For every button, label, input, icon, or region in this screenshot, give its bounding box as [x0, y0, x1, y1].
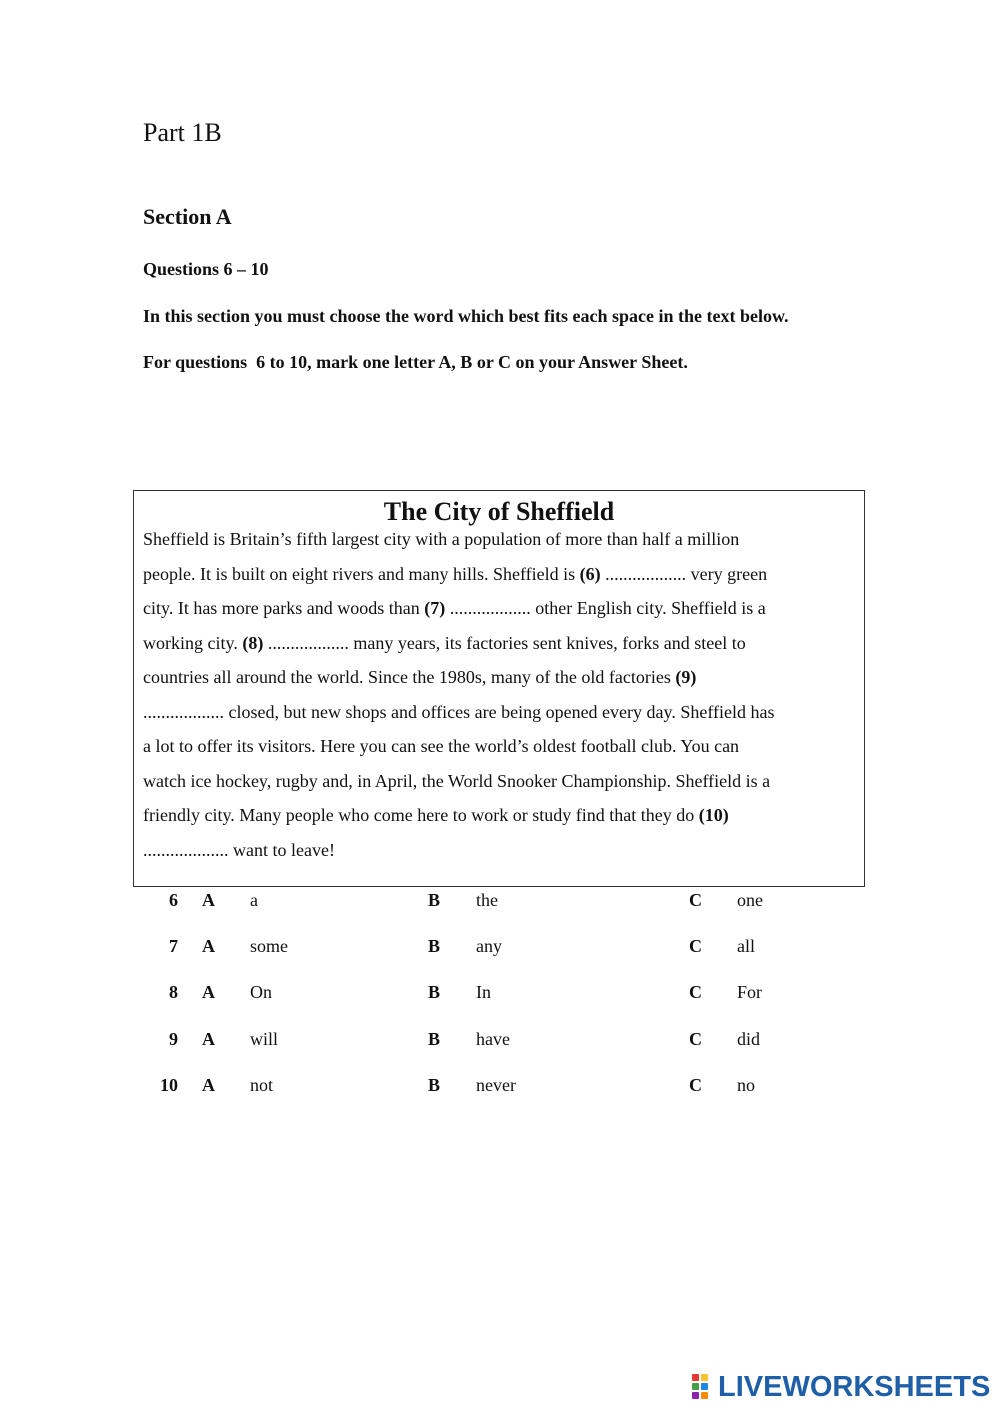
option-b-word: In — [476, 982, 491, 1002]
passage-line-text: ................... want to leave! — [143, 840, 335, 860]
question-number: 8 — [169, 982, 178, 1002]
passage-line — [143, 736, 739, 757]
passage-line — [143, 667, 696, 688]
passage-line — [143, 633, 746, 654]
answer-instruction-text: For questions 6 to 10, mark one letter A, B or C on your Answer Sheet. — [143, 352, 688, 372]
instruction-text: In this section you must choose the word which best fits each space in the text below. — [143, 306, 789, 326]
passage-line — [143, 702, 775, 723]
option-letter-a: A — [202, 1075, 215, 1095]
gap-number: (6) — [579, 564, 601, 584]
passage-line — [143, 840, 335, 861]
reading-passage-box — [133, 490, 865, 887]
gap-number: (10) — [698, 805, 729, 825]
option-letter-c: C — [689, 1075, 702, 1095]
logo-text: LIVEWORKSHEETS — [718, 1371, 991, 1403]
passage-line-text: .................. many years, its factories sent knives, forks and steel to — [263, 633, 746, 653]
passage-line-text: .................. other English city. Sheffield is a — [445, 598, 766, 618]
option-a-word: some — [250, 936, 288, 956]
passage-line — [143, 529, 739, 550]
option-letter-c: C — [689, 982, 702, 1002]
question-number: 10 — [160, 1075, 178, 1095]
option-letter-b: B — [428, 1029, 441, 1049]
option-b-word: never — [476, 1075, 516, 1095]
option-c-word: For — [737, 982, 763, 1002]
option-c-word: did — [737, 1029, 761, 1049]
passage-line-text: working city. — [143, 633, 243, 653]
option-a-word: not — [250, 1075, 274, 1095]
option-letter-b: B — [428, 936, 441, 956]
option-letter-a: A — [202, 982, 215, 1002]
question-number: 9 — [169, 1029, 178, 1049]
option-a-word: a — [250, 890, 258, 910]
logo-square — [701, 1392, 708, 1399]
option-letter-c: C — [689, 1029, 702, 1049]
option-b-word: the — [476, 890, 498, 910]
passage-line-text: a lot to offer its visitors. Here you can see the world’s oldest football club. You can — [143, 736, 740, 756]
passage-line-text: friendly city. Many people who come here to work or study find that they do — [143, 805, 699, 825]
passage-line — [143, 771, 770, 792]
passage-line — [143, 805, 729, 826]
passage-line-text: watch ice hockey, rugby and, in April, the World Snooker Championship. Sheffield is a — [143, 771, 771, 791]
passage-line-text: .................. closed, but new shops and offices are being opened every day. Sheffield has — [143, 702, 775, 722]
part-title: Part 1B — [143, 118, 222, 147]
passage-line-text: people. It is built on eight rivers and many hills. Sheffield is — [143, 564, 580, 584]
gap-number: (9) — [675, 667, 697, 687]
option-letter-a: A — [202, 1029, 215, 1049]
option-b-word: any — [476, 936, 502, 956]
option-letter-b: B — [428, 1075, 441, 1095]
question-number: 7 — [169, 936, 178, 956]
option-c-word: one — [737, 890, 763, 910]
logo-square — [701, 1383, 708, 1390]
option-letter-c: C — [689, 936, 702, 956]
passage-line — [143, 564, 767, 585]
logo-square — [692, 1374, 699, 1381]
section-title: Section A — [143, 204, 232, 229]
logo-square — [692, 1392, 699, 1399]
option-a-word: will — [250, 1029, 279, 1049]
passage-title: The City of Sheffield — [383, 497, 615, 526]
logo-square — [701, 1374, 708, 1381]
gap-number: (7) — [424, 598, 446, 618]
option-c-word: all — [737, 936, 755, 956]
option-a-word: On — [250, 982, 272, 1002]
option-letter-a: A — [202, 936, 215, 956]
option-letter-b: B — [428, 982, 441, 1002]
option-c-word: no — [737, 1075, 755, 1095]
option-letter-b: B — [428, 890, 441, 910]
option-letter-a: A — [202, 890, 215, 910]
question-number: 6 — [169, 890, 178, 910]
gap-number: (8) — [242, 633, 264, 653]
logo-square — [692, 1383, 699, 1390]
option-b-word: have — [476, 1029, 510, 1049]
passage-line-text: city. It has more parks and woods than — [143, 598, 425, 618]
passage-line-text: countries all around the world. Since the 1980s, many of the old factories — [143, 667, 676, 687]
passage-line — [143, 598, 766, 619]
questions-range: Questions 6 – 10 — [143, 259, 269, 279]
passage-line-text: .................. very green — [600, 564, 768, 584]
option-letter-c: C — [689, 890, 702, 910]
passage-line-text: Sheffield is Britain’s fifth largest city with a population of more than half a million — [143, 529, 740, 549]
